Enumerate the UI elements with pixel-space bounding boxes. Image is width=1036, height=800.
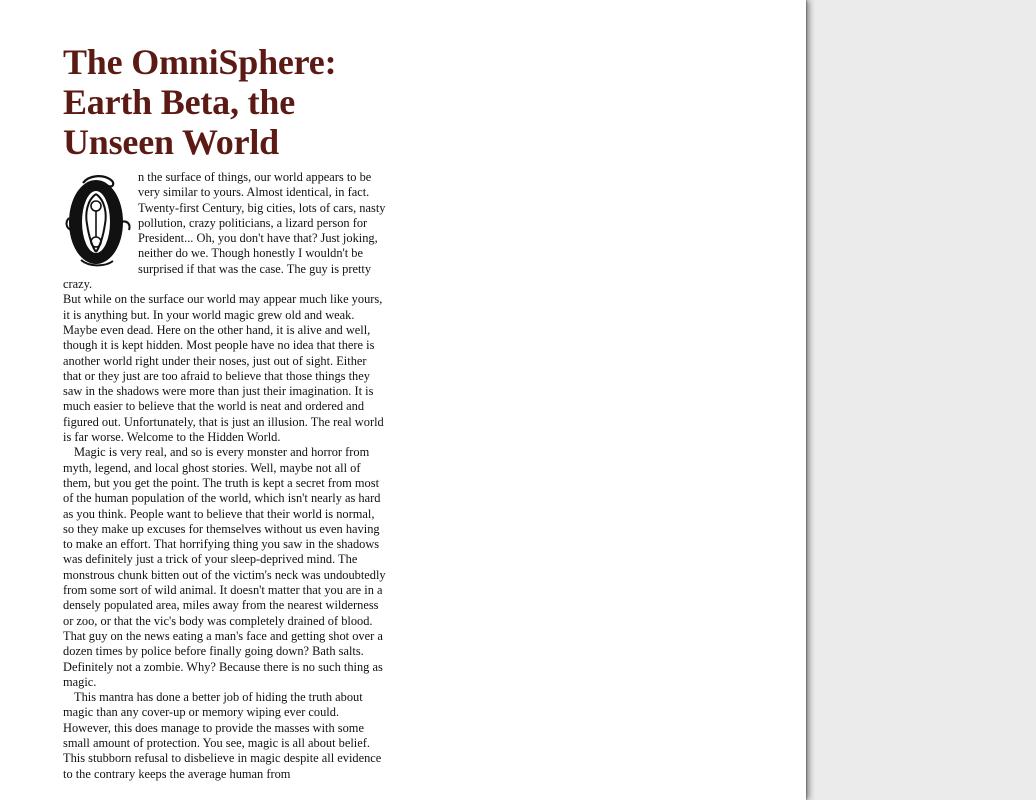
- drop-cap-o-icon: [63, 170, 135, 270]
- intro-paragraph: [63, 170, 386, 292]
- paragraph: Magic is very real, and so is every monster and horror from myth, legend, and local ghost stories. Well, maybe not all of them, but you get the point. The truth is kept a secret from most of the human population of the world, which isn't nearly as hard as you think. People want to believe that their world is normal, so they make up excuses for themselves without us even having to make an effort. That horrifying thing you saw in the shadows was definitely just a trick of your sleep-deprived mind. The monstrous chunk bitten out of the victim's neck was undoubtedly from some sort of wild animal. It doesn't matter that you are in a densely populated area, miles away from the nearest wilderness or zoo, or that the vic's body was completely drained of blood. That guy on the news eating a man's face and getting shot over a dozen times by police before finally going down? Bath salts. Definitely not a zombie. Why? Because there is no such thing as magic.: [63, 445, 386, 689]
- paragraph: This mantra has done a better job of hiding the truth about magic than any cover-up or memory wiping ever could. However, this does manage to provide the masses with some small amount of protection. You see, magic is all about belief. This stubborn refusal to disbelieve in magic despite all evidence to the contrary keeps the average human from: [63, 690, 382, 781]
- page-title: The OmniSphere: Earth Beta, the Unseen World: [63, 42, 337, 162]
- paragraph: But while on the surface our world may appear much like yours, it is anything but. In your world magic grew old and weak. Maybe even dead. Here on the other hand, it is alive and well, though it is kept hidden. Most people have no idea that there is another world right under their noses, just out of sight. Either that or they just are too afraid to believe that those things they saw in the shadows were more than just their imagination. It is much easier to believe that the world is neat and ordered and figured out. Unfortunately, that is just an illusion. The real world is far worse. Welcome to the Hidden World.: [63, 292, 384, 445]
- intro-paragraph-text: n the surface of things, our world appears to be very similar to yours. Almost identical, in fact. Twenty-first Century, big cities, lots of cars, nasty pollution, crazy politicians, a lizard person for President... Oh, you don't have that? Just joking, neither do we. Though honestly I wouldn't be surprised if that was the case. The guy is pretty crazy.: [63, 170, 386, 292]
- text-column: [63, 42, 386, 782]
